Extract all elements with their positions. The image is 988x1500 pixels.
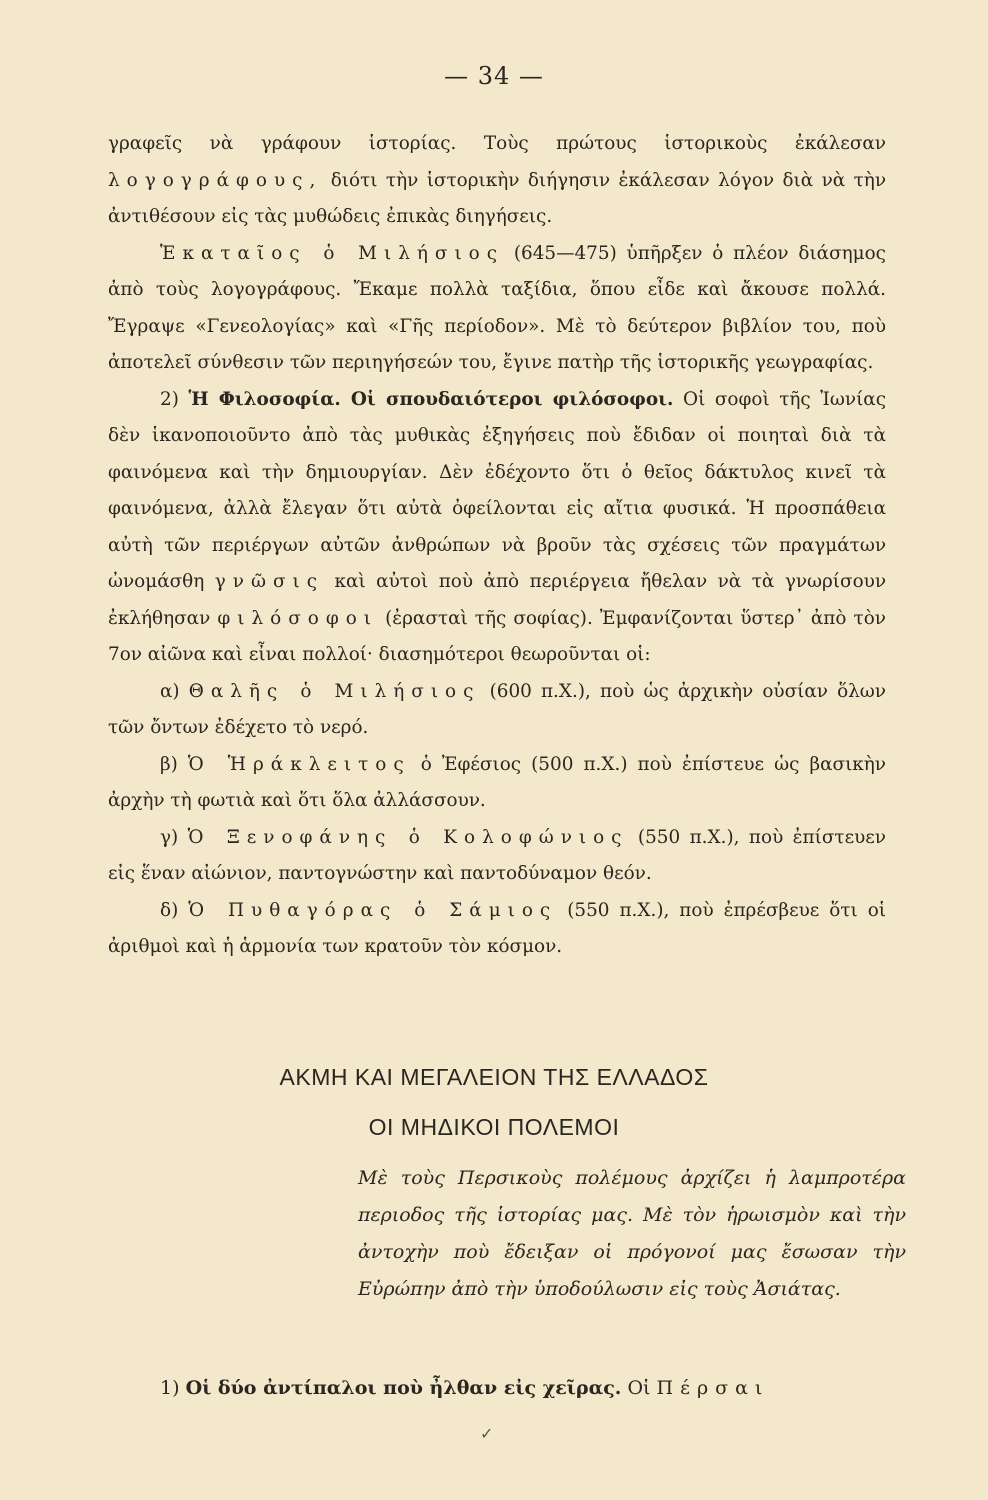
text-run: (550 π.Χ.), ποὺ ἐπρέσβευε ὅτι οἱ ἀριθμοὶ καὶ ἡ ἁρμονία των κρατοῦν τὸν κόσμον. bbox=[108, 899, 886, 957]
spaced-term: γνῶσις bbox=[214, 571, 325, 592]
text-run: διότι τὴν ἱστορικὴν διήγησιν ἐκάλεσαν λόγον διὰ νὰ τὴν ἀντιθέσουν εἰς τὰς μυθώδεις ἐπικὰς διηγήσεις. bbox=[108, 169, 886, 227]
text-run: Οἱ bbox=[627, 1377, 651, 1399]
philosopher-name: Ὁ Πυθαγόρας ὁ Σάμιος bbox=[188, 899, 558, 921]
list-item bbox=[108, 893, 886, 966]
philosophers-list bbox=[108, 674, 886, 966]
body-text bbox=[108, 126, 886, 966]
paragraph-philosophy bbox=[108, 382, 886, 674]
spaced-term: Πέρσαι bbox=[656, 1377, 770, 1399]
chapter-intro: Μὲ τοὺς Περσικοὺς πολέμους ἀρχίζει ἡ λαμπροτέρα περιοδος τῆς ἱστορίας μας. Μὲ τὸν ἡρωισμὸν καὶ τὴν ἀντοχὴν ποὺ ἔδειξαν οἱ πρόγονοί μας ἔσωσαν τὴν Εὐρώπην ἀπὸ τὴν ὑποδούλωσιν εἰς τοὺς Ἀσιάτας. bbox=[358, 1167, 906, 1300]
chapter-headings bbox=[0, 1052, 988, 1152]
spaced-term: φιλόσοφοι bbox=[217, 607, 378, 629]
spaced-term: λογογράφους, bbox=[108, 169, 323, 191]
paragraph-logographers bbox=[108, 126, 886, 236]
text-run: (550 π.Χ.), ποὺ ἐπίστευεν εἰς ἕναν αἰώνιον, παντογνώστην καὶ παντοδύναμον θεόν. bbox=[108, 826, 886, 884]
list-item bbox=[108, 820, 886, 893]
section-number: 2) bbox=[160, 388, 179, 410]
list-marker: β) bbox=[160, 753, 178, 775]
chapter-subtitle: ΟΙ ΜΗΔΙΚΟΙ ΠΟΛΕΜΟΙ bbox=[368, 1114, 620, 1140]
text-run: (645—475) ὑπῆρξεν ὁ πλέον διάσημος ἀπὸ τοὺς λογογράφους. Ἔκαμε πολλὰ ταξίδια, ὅπου εἶδε καὶ ἄκουσε πολλά. Ἔγραψε «Γενεολογίας» καὶ «Γῆς περίοδον». Μὲ τὸ δεύτερον βιβλίον του, ποὺ ἀποτελεῖ σύνθεσιν τῶν περιηγήσεών του, ἔγινε πατὴρ τῆς ἱστορικῆς γεωγραφίας. bbox=[108, 242, 886, 373]
philosopher-name: Θαλῆς ὁ Μιλήσιος bbox=[188, 680, 481, 702]
text-run: (ἐρασταὶ τῆς σοφίας). Ἐμφανίζονται ὕστερ᾽ ἀπὸ τὸν 7ον αἰῶνα καὶ εἶναι πολλοί· διασημότεροι θεωροῦνται οἱ: bbox=[108, 607, 886, 665]
text-run: (600 π.Χ.), ποὺ ὡς ἀρχικὴν οὐσίαν ὅλων τῶν ὄντων ἐδέχετο τὸ νερό. bbox=[108, 680, 886, 738]
text-run: καὶ αὐτοὶ ποὺ ἀπὸ περιέργεια ἤθελαν νὰ τὰ γνωρίσουν ἐκλήθησαν bbox=[108, 571, 886, 629]
list-item bbox=[108, 674, 886, 747]
section-title: Οἱ δύο ἀντίπαλοι ποὺ ἦλθαν εἰς χεῖρας. bbox=[185, 1377, 622, 1399]
philosopher-name: Ὁ Ἡράκλειτος bbox=[187, 753, 411, 775]
section-title: Ἡ Φιλοσοφία. Οἱ σπουδαιότεροι φιλόσοφοι. bbox=[188, 388, 674, 410]
spaced-term: Ἑκαταῖος ὁ Μιλήσιος bbox=[160, 242, 505, 264]
list-item bbox=[108, 747, 886, 820]
list-marker: α) bbox=[160, 680, 180, 702]
section-number: 1) bbox=[160, 1377, 180, 1399]
text-run: Οἱ σοφοὶ τῆς Ἰωνίας δὲν ἱκανοποιοῦντο ἀπὸ τὰς μυθικὰς ἐξηγήσεις ποὺ ἔδιδαν οἱ ποιηταὶ διὰ τὰ φαινόμενα καὶ τὴν δημιουργίαν. Δὲν ἐδέχοντο ὅτι ὁ θεῖος δάκτυλος κινεῖ τὰ φαινόμενα, ἀλλὰ ἔλεγαν ὅτι αὐτὰ ὀφείλονται εἰς αἴτια φυσικά. Ἡ προσπάθεια αὐτὴ τῶν περιέργων αὐτῶν ἀνθρώπων νὰ βροῦν τὰς σχέσεις τῶν πραγμάτων ὠνομάσθη bbox=[108, 388, 886, 592]
text-run: γραφεῖς νὰ γράφουν ἱστορίας. Τοὺς πρώτους ἱστορικοὺς ἐκάλεσαν bbox=[108, 133, 886, 154]
text-run: ὁ Ἐφέσιος (500 π.Χ.) ποὺ ἐπίστευε ὡς βασικὴν ἀρχὴν τὴ φωτιὰ καὶ ὅτι ὅλα ἀλλάσσουν. bbox=[108, 753, 886, 811]
page-number: — 34 — bbox=[444, 62, 544, 90]
chapter-title: ΑΚΜΗ ΚΑΙ ΜΕΓΑΛΕΙΟΝ ΤΗΣ ΕΛΛΑΔΟΣ bbox=[279, 1064, 709, 1090]
section-1 bbox=[160, 1370, 908, 1406]
list-marker: δ) bbox=[160, 899, 179, 921]
philosopher-name: Ὁ Ξενοφάνης ὁ Κολοφώνιος bbox=[187, 826, 629, 848]
paragraph-hecataeus bbox=[108, 236, 886, 382]
list-marker: γ) bbox=[160, 826, 179, 848]
pencil-check-mark: ✓ bbox=[480, 1424, 494, 1443]
